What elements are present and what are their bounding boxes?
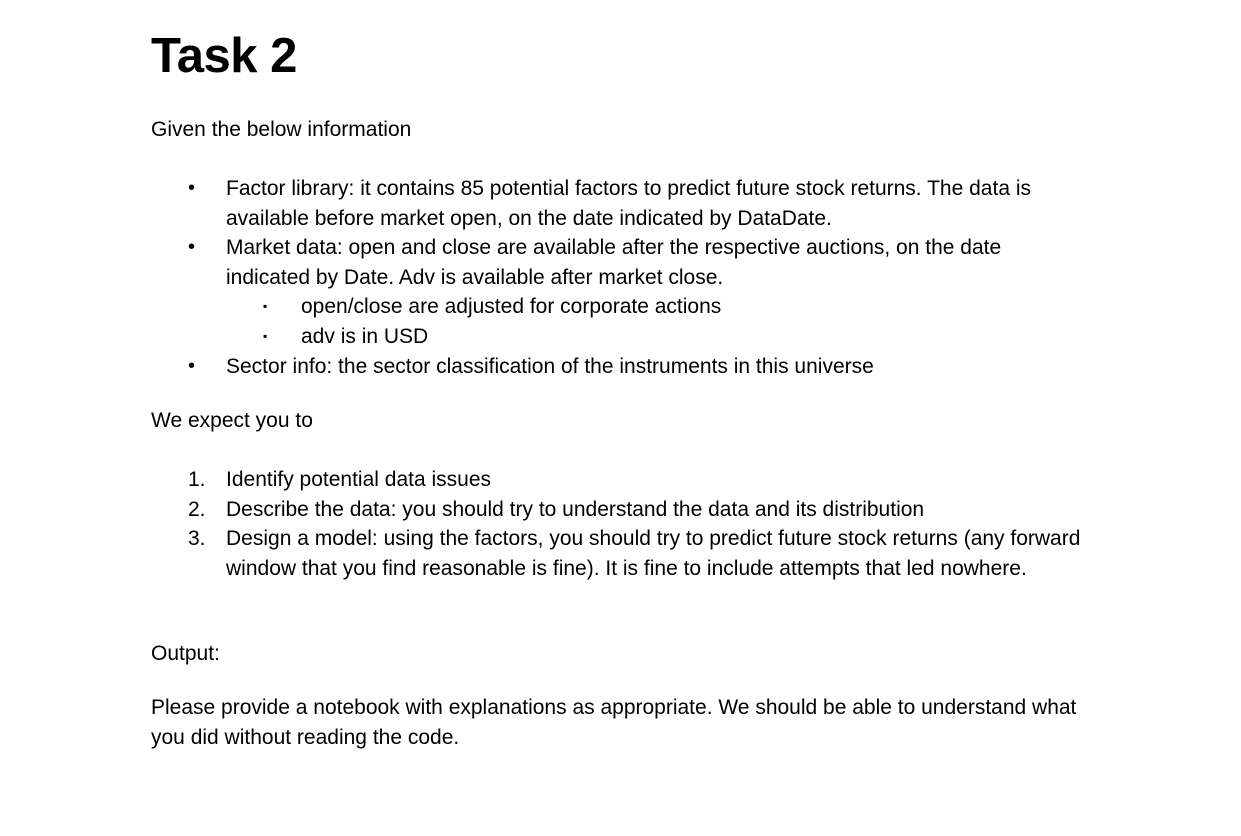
task-item: [151, 495, 1081, 525]
sub-list-item-text: adv is in USD: [301, 324, 429, 348]
square-bullet-icon: ▪: [263, 299, 268, 313]
task-item: [151, 524, 1081, 583]
intro-text: Given the below information: [151, 118, 412, 141]
list-item: [151, 174, 1081, 233]
info-list: [151, 174, 1081, 382]
expect-heading: We expect you to: [151, 409, 313, 432]
sub-list-item-text: open/close are adjusted for corporate actions: [301, 295, 722, 318]
sub-list-item: [151, 292, 1081, 322]
task-list: [151, 465, 1081, 583]
task-number: 3.: [188, 527, 206, 550]
bullet-icon: •: [188, 236, 196, 258]
list-item: [151, 233, 1081, 292]
list-item: [151, 352, 1081, 382]
list-item-text: Market data: open and close are available after the respective auctions, on the date indicated by Date. Adv is available after market close.: [226, 236, 1002, 289]
square-bullet-icon: ▪: [263, 328, 268, 343]
sub-list-item: [151, 322, 1081, 352]
task-text: Design a model: using the factors, you should try to predict future stock returns (any forward window that you find reasonable is fine). It is fine to include attempts that led nowhere.: [226, 527, 1081, 580]
task-number: 1.: [188, 468, 206, 491]
bullet-icon: •: [188, 177, 196, 199]
task-text: Describe the data: you should try to understand the data and its distribution: [226, 497, 925, 521]
task-number: 2.: [188, 497, 206, 521]
list-item-text: Factor library: it contains 85 potential factors to predict future stock returns. The data is available before market open, on the date indicated by DataDate.: [226, 177, 1031, 230]
output-heading: Output:: [151, 642, 220, 665]
list-item-text: Sector info: the sector classification of the instruments in this universe: [226, 355, 874, 378]
output-text: Please provide a notebook with explanations as appropriate. We should be able to understand what you did without reading the code.: [151, 696, 1077, 749]
bullet-icon: •: [188, 355, 196, 377]
page-title: Task 2: [151, 29, 297, 83]
task-text: Identify potential data issues: [226, 468, 492, 491]
task-item: [151, 465, 1081, 495]
